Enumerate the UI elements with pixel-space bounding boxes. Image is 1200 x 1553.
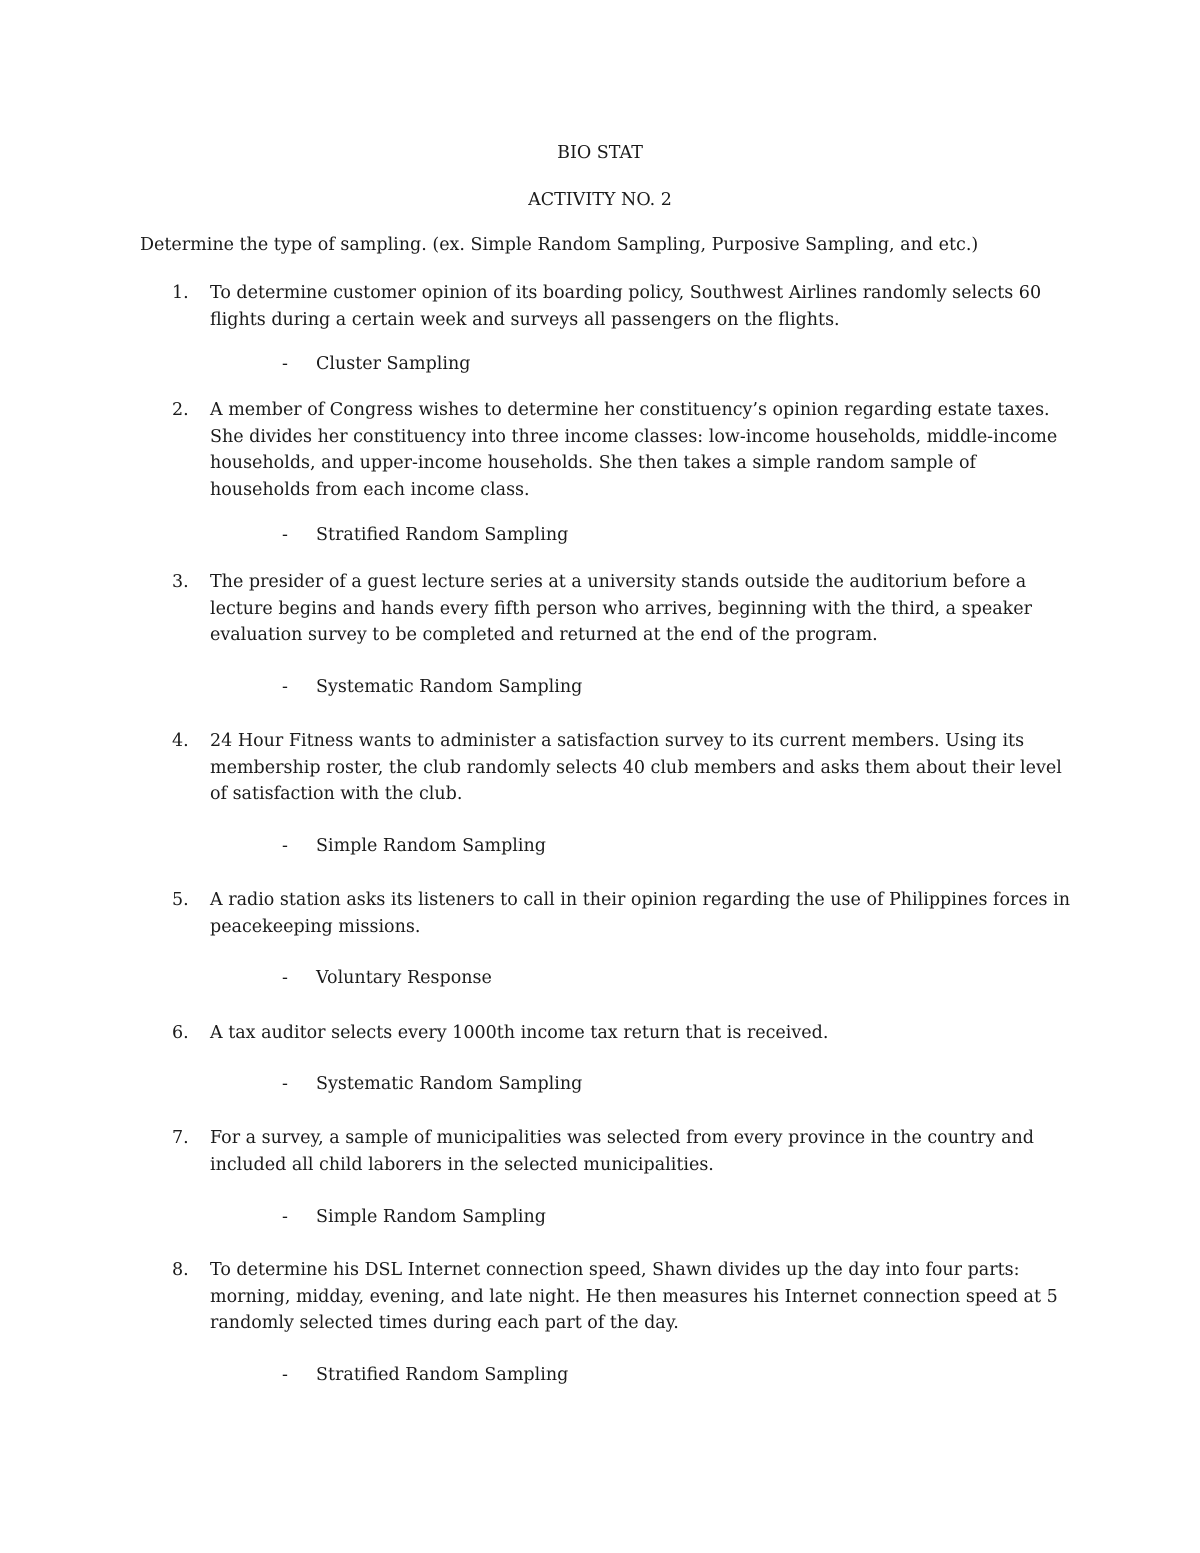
- question-text: To determine customer opinion of its boarding policy, Southwest Airlines randomly selects 60 flights during a certain week and surveys all passengers on the flights.: [210, 283, 1042, 330]
- question-text: The presider of a guest lecture series at a university stands outside the auditorium before a lecture begins and hands every fifth person who arrives, beginning with the third, a speaker evaluation survey to be completed and returned at the end of the program.: [210, 572, 1032, 646]
- answer-dash: -: [282, 968, 288, 988]
- question-number: 5.: [172, 890, 189, 910]
- question-text: For a survey, a sample of municipalities was selected from every province in the country and included all child laborers in the selected municipalities.: [210, 1128, 1034, 1175]
- question-number: 7.: [172, 1128, 189, 1148]
- answer-dash: -: [282, 836, 288, 856]
- answer-dash: -: [282, 1207, 288, 1227]
- question-number: 3.: [172, 572, 189, 592]
- question-number: 2.: [172, 400, 189, 420]
- instructions: Determine the type of sampling. (ex. Simple Random Sampling, Purposive Sampling, and etc.): [140, 235, 979, 255]
- answer-text: Voluntary Response: [316, 968, 492, 988]
- document-title: BIO STAT: [557, 143, 643, 163]
- answer-text: Systematic Random Sampling: [316, 677, 583, 697]
- question-text: A tax auditor selects every 1000th income tax return that is received.: [210, 1023, 829, 1043]
- question-number: 1.: [172, 283, 189, 303]
- answer-text: Systematic Random Sampling: [316, 1074, 583, 1094]
- question-text: To determine his DSL Internet connection speed, Shawn divides up the day into four parts: morning, midday, evening, and late night. He then measures his Internet connection speed at 5 randomly selected times during each part of the day.: [210, 1260, 1058, 1334]
- answer-dash: -: [282, 1365, 288, 1385]
- answer-text: Simple Random Sampling: [316, 836, 546, 856]
- question-number: 4.: [172, 731, 189, 751]
- answer-dash: -: [282, 677, 288, 697]
- answer-dash: -: [282, 525, 288, 545]
- activity-number: ACTIVITY NO. 2: [528, 190, 672, 210]
- question-text: A member of Congress wishes to determine her constituency’s opinion regarding estate taxes. She divides her constituency into three income classes: low-income households, middle-income households, and upper-income households. She then takes a simple random sample of households from each income class.: [210, 400, 1058, 501]
- answer-text: Stratified Random Sampling: [316, 1365, 569, 1385]
- question-number: 8.: [172, 1260, 189, 1280]
- question-number: 6.: [172, 1023, 189, 1043]
- answer-text: Cluster Sampling: [316, 354, 471, 374]
- question-text: A radio station asks its listeners to call in their opinion regarding the use of Philippines forces in peacekeeping missions.: [210, 890, 1070, 937]
- question-text: 24 Hour Fitness wants to administer a satisfaction survey to its current members. Using its membership roster, the club randomly selects 40 club members and asks them about their level of satisfaction with the club.: [210, 731, 1062, 805]
- answer-text: Stratified Random Sampling: [316, 525, 569, 545]
- answer-dash: -: [282, 354, 288, 374]
- answer-dash: -: [282, 1074, 288, 1094]
- answer-text: Simple Random Sampling: [316, 1207, 546, 1227]
